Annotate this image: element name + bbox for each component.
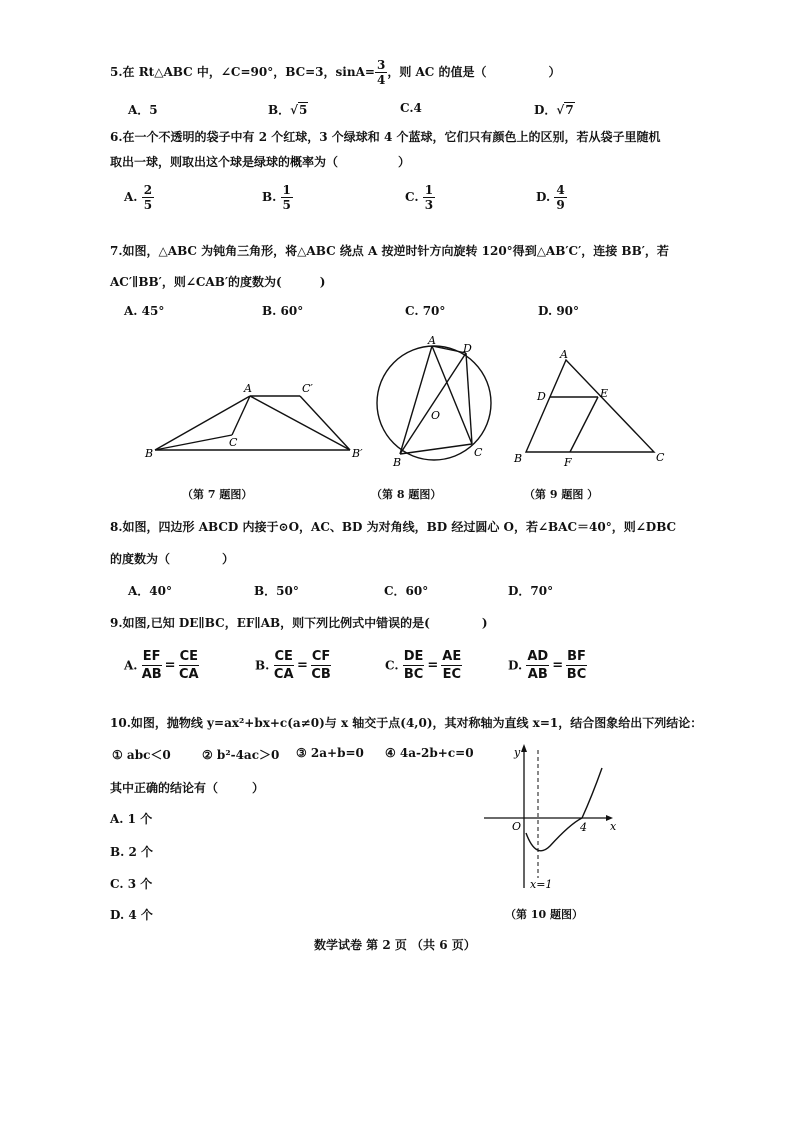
q8-line2: 的度数为（ ） xyxy=(110,552,235,566)
q5-stem-c: ） xyxy=(548,65,561,79)
fig8-label-a: A xyxy=(428,334,436,347)
fig7-label-cp: C′ xyxy=(302,382,313,395)
fig10-label-y: y xyxy=(514,746,521,759)
q8-line1: 8.如图，四边形 ABCD 内接于⊙O，AC、BD 为对角线，BD 经过圆心 O，若∠BAC＝40°，则∠DBC xyxy=(110,520,677,534)
q9-option-a: A. $\frac{EF}{AB}$ = $\frac{CE}{CA}$ xyxy=(124,649,199,682)
fig9-caption: （第 9 题图 ） xyxy=(524,488,599,501)
q10-conclusion-1: ① abc＜0 xyxy=(112,748,171,762)
fig7-label-a: A xyxy=(244,382,252,395)
q6-option-d: D. $\frac{4}{9}$ xyxy=(536,183,565,212)
q7-line2: AC′∥BB′，则∠CAB′的度数为( ) xyxy=(110,275,326,289)
figure-8 xyxy=(377,346,491,460)
q5-stem xyxy=(110,58,561,87)
q6-option-b: B. $\frac{1}{5}$ xyxy=(262,183,291,212)
q5-fraction: $\frac{3}{4}$ xyxy=(376,58,386,87)
q8-option-b: B．50° xyxy=(254,584,299,598)
q5-option-a: A．5 xyxy=(128,103,158,117)
fig8-line-ab xyxy=(400,346,432,454)
fig7-line-bc xyxy=(155,435,232,450)
q10-option-d: D. 4 个 xyxy=(110,908,153,922)
fig8-label-b: B xyxy=(393,456,402,469)
page-footer: 数学试卷 第 2 页 （共 6 页） xyxy=(314,938,476,952)
q10-ask: 其中正确的结论有（ ） xyxy=(110,781,265,795)
fig10-label-x: x xyxy=(610,820,617,833)
q8-option-c: C．60° xyxy=(384,584,429,598)
fig10-parabola xyxy=(526,768,602,851)
fig8-caption: （第 8 题图） xyxy=(371,488,442,501)
figure-7 xyxy=(155,396,350,450)
fig8-label-d: D xyxy=(463,342,472,355)
q6-option-a: A. $\frac{2}{5}$ xyxy=(124,183,153,212)
q8-option-a: A．40° xyxy=(128,584,173,598)
q10-conclusion-4: ④ 4a-2b+c=0 xyxy=(385,746,474,760)
q5-option-b: B．√5 xyxy=(268,103,308,117)
q7-option-a: A. 45° xyxy=(124,304,165,318)
q7-option-d: D. 90° xyxy=(538,304,580,318)
q6-line2: 取出一球，则取出这个球是绿球的概率为（ ） xyxy=(110,155,411,169)
q8-option-d: D．70° xyxy=(508,584,554,598)
fig10-label-o: O xyxy=(512,820,522,833)
q10-option-a: A. 1 个 xyxy=(110,812,153,826)
fig10-caption: （第 10 题图） xyxy=(505,908,583,921)
q7-option-b: B. 60° xyxy=(262,304,304,318)
fig9-label-e: E xyxy=(600,387,609,400)
fig10-y-arrow xyxy=(521,744,527,752)
fig8-line-ad xyxy=(432,346,466,353)
figure-10 xyxy=(470,738,620,898)
fig7-label-c: C xyxy=(229,436,238,449)
figures-row xyxy=(0,330,794,490)
fig7-line-abp xyxy=(250,396,350,450)
fig10-label-axis: x=1 xyxy=(530,878,553,891)
fig7-line-cpbp xyxy=(300,396,350,450)
q5-stem-b: ，则 AC 的值是（ xyxy=(387,65,487,79)
q7-option-c: C. 70° xyxy=(405,304,446,318)
fig9-label-a: A xyxy=(560,348,568,361)
q5-option-d: D．√7 xyxy=(534,103,574,117)
q6-line1: 6.在一个不透明的袋子中有 2 个红球，3 个绿球和 4 个蓝球，它们只有颜色上的区别，若从袋子里随机 xyxy=(110,130,661,144)
q10-option-c: C. 3 个 xyxy=(110,877,153,891)
fig9-label-d: D xyxy=(537,390,546,403)
fig7-label-b: B xyxy=(145,447,154,460)
fig7-caption: （第 7 题图） xyxy=(182,488,253,501)
q9-option-d: D. $\frac{AD}{AB}$ = $\frac{BF}{BC}$ xyxy=(508,649,587,682)
fig8-label-c: C xyxy=(474,446,483,459)
q10-option-b: B. 2 个 xyxy=(110,845,154,859)
q10-line1: 10.如图，抛物线 y=ax²+bx+c(a≠0)与 x 轴交于点(4,0)，其对称轴为直线 x=1，结合图象给出下列结论： xyxy=(110,716,703,730)
fig8-label-o: O xyxy=(431,409,441,422)
q6-option-c: C. $\frac{1}{3}$ xyxy=(405,183,434,212)
fig7-label-bp: B′ xyxy=(352,447,363,460)
q9-option-b: B. $\frac{CE}{CA}$ = $\frac{CF}{CB}$ xyxy=(255,649,331,682)
fig9-label-f: F xyxy=(564,456,572,469)
q10-conclusion-2: ② b²-4ac＞0 xyxy=(202,748,280,762)
q10-conclusion-3: ③ 2a+b=0 xyxy=(296,746,364,760)
q9-option-c: C. $\frac{DE}{BC}$ = $\frac{AE}{EC}$ xyxy=(385,649,462,682)
q7-line1: 7.如图，△ABC 为钝角三角形，将△ABC 绕点 A 按逆时针方向旋转 120°得到△AB′C′，连接 BB′，若 xyxy=(110,244,669,258)
q5-stem-a: 5.在 Rt△ABC 中，∠C=90°，BC=3，sinA= xyxy=(110,65,375,79)
fig9-label-c: C xyxy=(656,451,665,464)
figure-9 xyxy=(526,360,654,452)
q9-stem: 9.如图,已知 DE∥BC，EF∥AB，则下列比例式中错误的是( ) xyxy=(110,616,488,630)
fig10-label-4: 4 xyxy=(580,821,587,834)
q5-option-c: C.4 xyxy=(400,101,422,115)
fig9-line-ef xyxy=(570,397,598,452)
fig9-label-b: B xyxy=(514,452,523,465)
fig9-triangle xyxy=(526,360,654,452)
